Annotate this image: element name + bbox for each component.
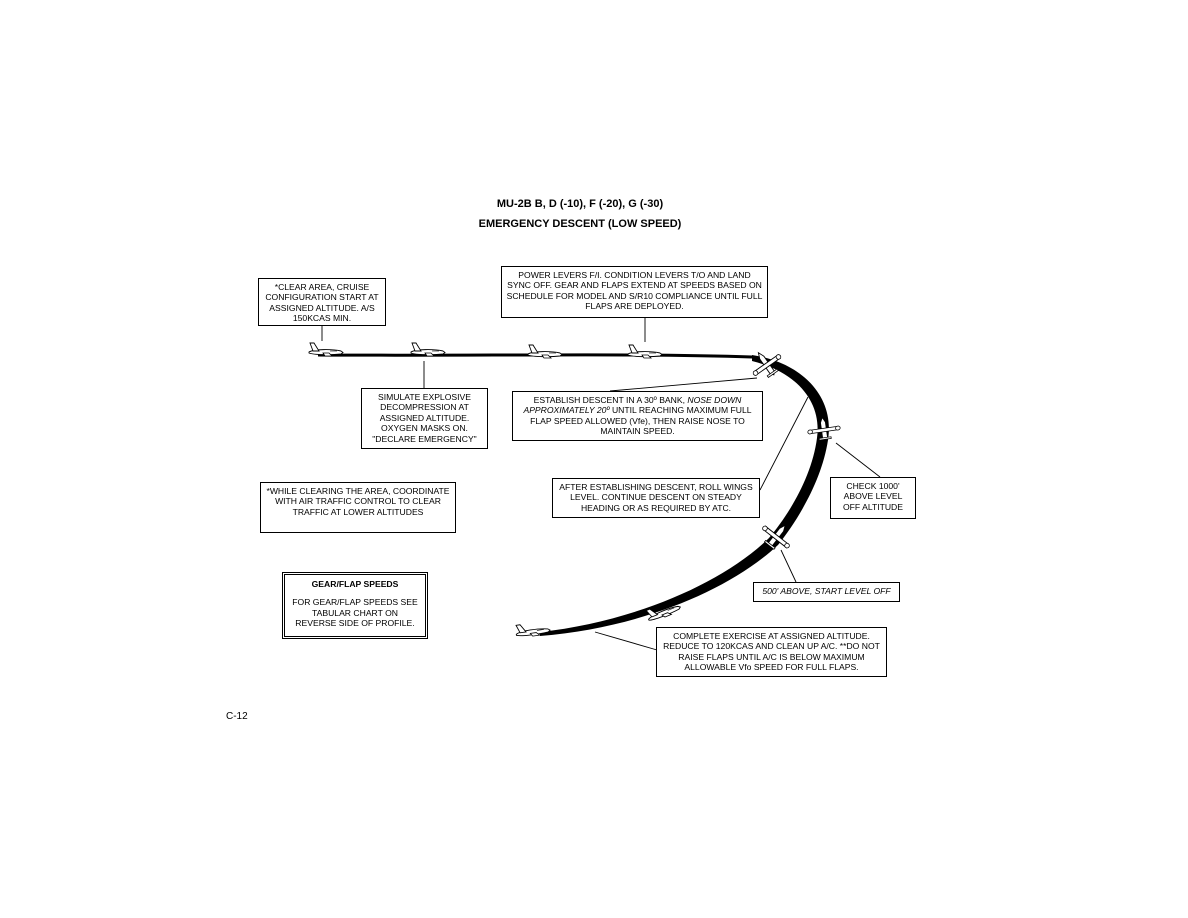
note-start-cruise: *CLEAR AREA, CRUISE CONFIGURATION START AT ASSIGNED ALTITUDE. A/S 150KCAS MIN.: [258, 278, 386, 326]
note-power-levers: POWER LEVERS F/I. CONDITION LEVERS T/O AND LAND SYNC OFF. GEAR AND FLAPS EXTEND AT SPEEDS BASED ON SCHEDULE FOR MODEL AND S/R10 COMPLIANCE UNTIL FULL FLAPS ARE DEPLOYED.: [501, 266, 768, 318]
gear-flap-text: FOR GEAR/FLAP SPEEDS SEE TABULAR CHART ON REVERSE SIDE OF PROFILE.: [292, 597, 418, 629]
diagram-title-maneuver: EMERGENCY DESCENT (LOW SPEED): [478, 218, 682, 230]
airplane-icon: [411, 343, 445, 356]
note-simulate-decompression: SIMULATE EXPLOSIVE DECOMPRESSION AT ASSIGNED ALTITUDE. OXYGEN MASKS ON. "DECLARE EMERGENCY": [361, 388, 488, 449]
note-descent-nose-down: NOSE DOWN APPROXIMATELY 20º: [523, 395, 742, 416]
airplane-icon: [528, 345, 562, 358]
note-start-level-off: 500' ABOVE, START LEVEL OFF: [753, 582, 900, 602]
airplane-icon: [806, 415, 841, 442]
note-descent-text: ESTABLISH DESCENT IN A 30º BANK,: [533, 395, 688, 405]
gear-flap-heading: GEAR/FLAP SPEEDS: [311, 579, 399, 589]
airplane-icon: [309, 343, 343, 356]
note-establish-descent: [512, 391, 763, 441]
airplane-icon: [515, 621, 550, 639]
note-clearing-area: *WHILE CLEARING THE AREA, COORDINATE WITH AIR TRAFFIC CONTROL TO CLEAR TRAFFIC AT LOWER ALTITUDES: [260, 482, 456, 533]
note-complete-exercise: COMPLETE EXERCISE AT ASSIGNED ALTITUDE. REDUCE TO 120KCAS AND CLEAN UP A/C. **DO NOT RAISE FLAPS UNTIL A/C IS BELOW MAXIMUM ALLOWABLE Vfo SPEED FOR FULL FLAPS.: [656, 627, 887, 677]
note-check-1000: CHECK 1000' ABOVE LEVEL OFF ALTITUDE: [830, 477, 916, 519]
gear-flap-speeds-box: [282, 572, 428, 639]
note-roll-wings-level: AFTER ESTABLISHING DESCENT, ROLL WINGS LEVEL. CONTINUE DESCENT ON STEADY HEADING OR AS REQUIRED BY ATC.: [552, 478, 760, 518]
page-number: C-12: [226, 711, 248, 722]
note-descent-text-cont: UNTIL REACHING MAXIMUM FULL FLAP SPEED ALLOWED (Vfe), THEN RAISE NOSE TO MAINTAIN SPEED.: [530, 405, 752, 437]
airplane-icon: [628, 345, 662, 358]
diagram-title-model: MU-2B B, D (-10), F (-20), G (-30): [496, 198, 664, 210]
